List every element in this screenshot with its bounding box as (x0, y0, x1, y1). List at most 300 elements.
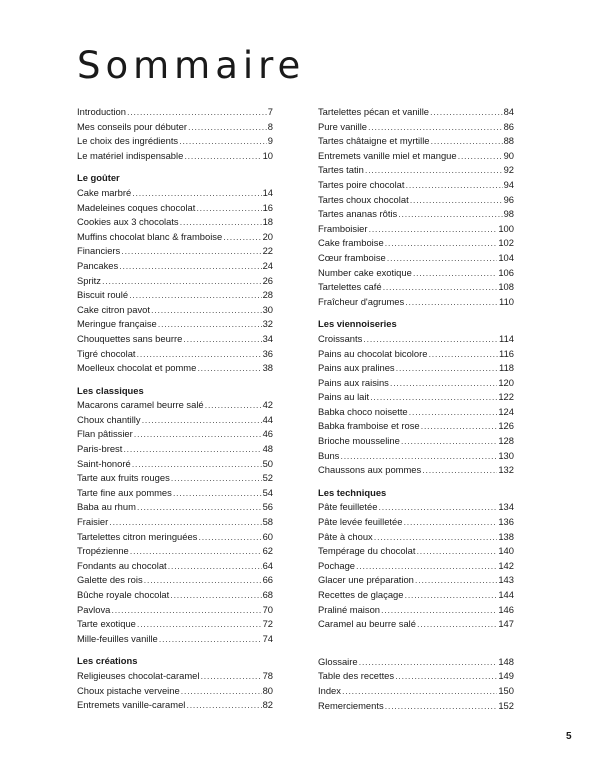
toc-entry-chaussons-aux-pommes (318, 463, 514, 478)
dot-leader (405, 295, 498, 310)
toc-entry-pavlova (77, 603, 273, 618)
toc-entry-page: 152 (498, 699, 514, 711)
toc-entry-page: 94 (503, 178, 514, 190)
toc-entry-label: Tartes choux chocolat (318, 193, 409, 205)
dot-leader (184, 149, 261, 164)
section-spacer (318, 632, 514, 655)
toc-entry-page: 28 (262, 289, 273, 301)
toc-entry-label: Brioche mousseline (318, 435, 400, 447)
dot-leader (223, 230, 261, 245)
dot-leader (137, 347, 262, 362)
toc-entry-page: 58 (262, 516, 273, 528)
toc-entry-entremets-vanille-miel-et-mangue (318, 149, 514, 164)
toc-entry-label: Pains aux raisins (318, 376, 389, 388)
toc-entry-page: 20 (262, 230, 273, 242)
toc-entry-cookies-aux-3-chocolats (77, 215, 273, 230)
toc-entry-flan-patissier (77, 427, 273, 442)
dot-leader (200, 669, 261, 684)
toc-entry-page: 108 (498, 281, 514, 293)
toc-entry-page: 142 (498, 559, 514, 571)
section-spacer (318, 478, 514, 486)
dot-leader (179, 134, 267, 149)
dot-leader (121, 244, 261, 259)
toc-entry-label: Pâte levée feuilletée (318, 516, 403, 528)
toc-entry-label: Tartes tatin (318, 164, 364, 176)
toc-entry-label: Meringue française (77, 318, 157, 330)
toc-entry-label: Le matériel indispensable (77, 149, 184, 161)
dot-leader (198, 530, 261, 545)
dot-leader (421, 419, 498, 434)
dot-leader (170, 588, 261, 603)
dot-leader (123, 442, 261, 457)
toc-entry-label: Pains aux pralines (318, 362, 395, 374)
toc-entry-label: Mes conseils pour débuter (77, 120, 187, 132)
toc-entry-pains-au-lait (318, 390, 514, 405)
toc-entry-page: 24 (262, 259, 273, 271)
toc-entry-page: 36 (262, 347, 273, 359)
toc-entry-page: 106 (498, 266, 514, 278)
toc-entry-page: 147 (498, 618, 514, 630)
toc-entry-label: Entremets vanille-caramel (77, 699, 186, 711)
toc-entry-label: Number cake exotique (318, 266, 412, 278)
toc-entry-le-choix-des-ingredients (77, 134, 273, 149)
dot-leader (422, 463, 497, 478)
toc-entry-page: 134 (498, 501, 514, 513)
toc-entry-temperage-du-chocolat (318, 544, 514, 559)
dot-leader (383, 280, 498, 295)
dot-leader (381, 603, 497, 618)
toc-entry-page: 60 (262, 530, 273, 542)
toc-entry-page: 44 (262, 413, 273, 425)
toc-entry-paris-brest (77, 442, 273, 457)
dot-leader (428, 347, 498, 362)
toc-entry-label: Croissants (318, 332, 363, 344)
toc-entry-page: 114 (499, 332, 514, 344)
toc-entry-page: 50 (262, 457, 273, 469)
toc-entry-label: Remerciements (318, 699, 384, 711)
toc-entry-saint-honore (77, 457, 273, 472)
toc-entry-label: Pâte feuilletée (318, 501, 378, 513)
toc-entry-label: Macarons caramel beurre salé (77, 399, 204, 411)
toc-entry-page: 122 (498, 391, 514, 403)
toc-entry-label: Tartelettes café (318, 281, 382, 293)
dot-leader (132, 186, 261, 201)
toc-entry-pate-a-choux (318, 530, 514, 545)
toc-entry-choux-chantilly (77, 413, 273, 428)
toc-entry-recettes-de-glacage (318, 588, 514, 603)
dot-leader (403, 515, 497, 530)
section-spacer (318, 309, 514, 317)
toc-entry-fraisier (77, 515, 273, 530)
toc-entry-page: 10 (262, 149, 273, 161)
section-heading-les-techniques: Les techniques (318, 486, 387, 498)
toc-entry-page: 54 (262, 486, 273, 498)
dot-leader (342, 684, 497, 699)
dot-leader (134, 427, 262, 442)
toc-entry-label: Spritz (77, 274, 101, 286)
toc-entry-pains-aux-pralines (318, 361, 514, 376)
toc-entry-page: 138 (498, 530, 514, 542)
toc-entry-label: Baba au rhum (77, 501, 136, 513)
dot-leader (158, 317, 262, 332)
toc-entry-label: Glossaire (318, 655, 358, 667)
toc-entry-pate-levee-feuilletee (318, 515, 514, 530)
toc-entry-biscuit-roule (77, 288, 273, 303)
dot-leader (458, 149, 503, 164)
toc-entry-page: 70 (262, 603, 273, 615)
toc-entry-tarte-fine-aux-pommes (77, 486, 273, 501)
toc-entry-page: 90 (503, 149, 514, 161)
toc-entry-page: 14 (262, 186, 273, 198)
dot-leader (368, 120, 503, 135)
toc-entry-label: Tartelettes citron meringuées (77, 530, 198, 542)
toc-entry-tartes-chataigne-et-myrtille (318, 134, 514, 149)
dot-leader (370, 390, 497, 405)
toc-entry-chouquettes-sans-beurre (77, 332, 273, 347)
toc-entry-tartelettes-cafe (318, 280, 514, 295)
toc-entry-page: 132 (498, 464, 514, 476)
toc-entry-label: Fraisier (77, 516, 109, 528)
toc-entry-croissants (318, 332, 514, 347)
dot-leader (159, 632, 262, 647)
toc-entry-label: Cœur framboise (318, 251, 386, 263)
toc-entry-label: Financiers (77, 245, 121, 257)
dot-leader (188, 120, 267, 135)
toc-entry-remerciements (318, 699, 514, 714)
toc-entry-page: 128 (498, 435, 514, 447)
toc-entry-page: 136 (498, 516, 514, 528)
toc-entry-page: 62 (262, 545, 273, 557)
toc-entry-label: Paris-brest (77, 443, 123, 455)
toc-entry-label: Tarte aux fruits rouges (77, 472, 170, 484)
dot-leader (413, 266, 498, 281)
toc-entry-table-des-recettes (318, 669, 514, 684)
toc-entry-religieuses-chocolat-caramel (77, 669, 273, 684)
dot-leader (196, 201, 261, 216)
toc-entry-tarte-aux-fruits-rouges (77, 471, 273, 486)
toc-entry-page: 48 (262, 443, 273, 455)
toc-entry-label: Glacer une préparation (318, 574, 414, 586)
toc-entry-cake-framboise (318, 236, 514, 251)
toc-entry-page: 102 (498, 237, 514, 249)
dot-leader (385, 236, 498, 251)
toc-entry-page: 110 (499, 295, 514, 307)
toc-entry-label: Entremets vanille miel et mangue (318, 149, 457, 161)
dot-leader (132, 457, 262, 472)
toc-entry-page: 124 (498, 405, 514, 417)
toc-entry-pate-feuilletee (318, 500, 514, 515)
toc-entry-page: 30 (262, 303, 273, 315)
toc-entry-label: Chaussons aux pommes (318, 464, 422, 476)
toc-entry-label: Madeleines coques chocolat (77, 201, 196, 213)
toc-entry-page: 16 (262, 201, 273, 213)
toc-entry-financiers (77, 244, 273, 259)
dot-leader (401, 434, 498, 449)
toc-entry-label: Pure vanille (318, 120, 367, 132)
toc-entry-page: 64 (262, 559, 273, 571)
toc-entry-macarons-caramel-beurre-sale (77, 398, 273, 413)
toc-entry-page: 74 (262, 632, 273, 644)
toc-entry-page: 18 (262, 216, 273, 228)
dot-leader (171, 471, 262, 486)
toc-left-column (77, 105, 273, 713)
toc-entry-page: 126 (498, 420, 514, 432)
dot-leader (151, 303, 262, 318)
toc-entry-page: 56 (262, 501, 273, 513)
toc-entry-page: 8 (267, 120, 273, 132)
toc-entry-label: Pancakes (77, 259, 119, 271)
section-spacer (77, 376, 273, 384)
toc-entry-page: 143 (498, 574, 514, 586)
dot-leader (430, 105, 503, 120)
dot-leader (340, 449, 497, 464)
toc-entry-label: Pavlova (77, 603, 111, 615)
toc-entry-caramel-au-beurre-sale (318, 617, 514, 632)
toc-entry-page: 22 (262, 245, 273, 257)
toc-entry-entremets-vanille-caramel (77, 698, 273, 713)
toc-entry-page: 84 (503, 106, 514, 117)
toc-entry-label: Fondants au chocolat (77, 559, 167, 571)
toc-entry-choux-pistache-verveine (77, 684, 273, 699)
toc-entry-label: Tartes poire chocolat (318, 178, 405, 190)
dot-leader (387, 251, 498, 266)
toc-entry-page: 38 (262, 362, 273, 374)
toc-entry-label: Fraîcheur d'agrumes (318, 295, 405, 307)
toc-entry-tartes-tatin (318, 163, 514, 178)
toc-entry-label: Tartelettes pécan et vanille (318, 106, 430, 117)
toc-entry-le-materiel-indispensable (77, 149, 273, 164)
toc-entry-c-ur-framboise (318, 251, 514, 266)
toc-entry-pochage (318, 559, 514, 574)
dot-leader (396, 361, 498, 376)
toc-entry-page: 34 (262, 332, 273, 344)
toc-entry-label: Choux pistache verveine (77, 684, 180, 696)
toc-entry-tigre-chocolat (77, 347, 273, 362)
toc-entry-page: 46 (262, 428, 273, 440)
toc-entry-page: 118 (499, 362, 514, 374)
toc-entry-page: 9 (267, 135, 273, 147)
toc-entry-mille-feuilles-vanille (77, 632, 273, 647)
toc-entry-label: Le choix des ingrédients (77, 135, 179, 147)
toc-entry-label: Muffins chocolat blanc & framboise (77, 230, 223, 242)
toc-entry-tartelettes-pecan-et-vanille (318, 105, 514, 120)
toc-entry-label: Choux chantilly (77, 413, 141, 425)
dot-leader (395, 669, 497, 684)
dot-leader (181, 684, 262, 699)
toc-entry-tartes-ananas-rotis (318, 207, 514, 222)
toc-entry-label: Index (318, 684, 341, 696)
toc-entry-label: Saint-honoré (77, 457, 131, 469)
toc-entry-label: Recettes de glaçage (318, 589, 404, 600)
toc-entry-framboisier (318, 222, 514, 237)
dot-leader (409, 405, 498, 420)
dot-leader (415, 573, 497, 588)
section-heading-le-gouter: Le goûter (77, 172, 120, 184)
toc-entry-page: 82 (262, 699, 273, 711)
dot-leader (168, 559, 262, 574)
section-heading-les-classiques: Les classiques (77, 384, 144, 396)
toc-entry-tartelettes-citron-meringuees (77, 530, 273, 545)
toc-entry-label: Cake citron pavot (77, 303, 150, 315)
toc-entry-pancakes (77, 259, 273, 274)
toc-entry-label: Mille-feuilles vanille (77, 632, 158, 644)
toc-entry-label: Buns (318, 449, 340, 461)
toc-entry-page: 26 (262, 274, 273, 286)
toc-entry-page: 42 (262, 399, 273, 411)
toc-entry-pure-vanille (318, 120, 514, 135)
toc-entry-label: Pains au chocolat bicolore (318, 347, 428, 359)
toc-entry-label: Tigré chocolat (77, 347, 136, 359)
toc-entry-mes-conseils-pour-debuter (77, 120, 273, 135)
toc-entry-label: Moelleux chocolat et pomme (77, 362, 197, 374)
section-heading-les-viennoiseries: Les viennoiseries (318, 318, 397, 330)
toc-entry-number-cake-exotique (318, 266, 514, 281)
dot-leader (385, 699, 498, 714)
dot-leader (173, 486, 262, 501)
toc-entry-tarte-exotique (77, 617, 273, 632)
toc-entry-glossaire (318, 655, 514, 670)
page-number: 5 (566, 731, 572, 742)
toc-entry-label: Praliné maison (318, 603, 381, 615)
section-heading-les-creations: Les créations (77, 655, 138, 667)
toc-entry-page: 88 (503, 135, 514, 147)
dot-leader (365, 163, 503, 178)
toc-entry-page: 68 (262, 589, 273, 600)
dot-leader (137, 617, 262, 632)
toc-entry-page: 120 (498, 376, 514, 388)
toc-entry-label: Religieuses chocolat-caramel (77, 669, 200, 681)
toc-entry-page: 144 (498, 589, 514, 600)
toc-entry-page: 86 (503, 120, 514, 132)
dot-leader (359, 655, 498, 670)
toc-entry-fraicheur-d-agrumes (318, 295, 514, 310)
toc-entry-label: Bûche royale chocolat (77, 589, 170, 600)
toc-entry-page: 104 (498, 251, 514, 263)
dot-leader (431, 134, 503, 149)
toc-entry-brioche-mousseline (318, 434, 514, 449)
toc-entry-fondants-au-chocolat (77, 559, 273, 574)
toc-entry-label: Cake framboise (318, 237, 384, 249)
toc-entry-label: Galette des rois (77, 574, 143, 586)
dot-leader (130, 544, 262, 559)
toc-entry-buche-royale-chocolat (77, 588, 273, 603)
dot-leader (137, 500, 262, 515)
toc-entry-pains-au-chocolat-bicolore (318, 347, 514, 362)
toc-entry-page: 96 (503, 193, 514, 205)
section-spacer (77, 646, 273, 654)
toc-entry-label: Table des recettes (318, 670, 395, 682)
toc-entry-label: Babka choco noisette (318, 405, 408, 417)
toc-entry-galette-des-rois (77, 573, 273, 588)
toc-entry-page: 7 (267, 106, 273, 117)
toc-entry-label: Tarte exotique (77, 618, 136, 630)
toc-entry-page: 32 (262, 318, 273, 330)
dot-leader (374, 530, 498, 545)
dot-leader (363, 332, 498, 347)
dot-leader (205, 398, 262, 413)
toc-entry-page: 146 (498, 603, 514, 615)
toc-entry-page: 130 (498, 449, 514, 461)
toc-entry-baba-au-rhum (77, 500, 273, 515)
dot-leader (417, 617, 497, 632)
toc-entry-buns (318, 449, 514, 464)
toc-entry-label: Tropézienne (77, 545, 129, 557)
dot-leader (186, 698, 261, 713)
toc-entry-meringue-francaise (77, 317, 273, 332)
toc-entry-label: Caramel au beurre salé (318, 618, 416, 630)
toc-entry-label: Introduction (77, 106, 126, 117)
toc-entry-label: Flan pâtissier (77, 428, 133, 440)
toc-entry-label: Cake marbré (77, 186, 132, 198)
toc-entry-label: Tartes châtaigne et myrtille (318, 135, 430, 147)
section-spacer (77, 163, 273, 171)
toc-entry-praline-maison (318, 603, 514, 618)
dot-leader (369, 222, 498, 237)
toc-entry-page: 100 (498, 222, 514, 234)
toc-entry-moelleux-chocolat-et-pomme (77, 361, 273, 376)
dot-leader (406, 178, 503, 193)
toc-entry-label: Pains au lait (318, 391, 370, 403)
toc-entry-cake-citron-pavot (77, 303, 273, 318)
dot-leader (142, 413, 262, 428)
dot-leader (356, 559, 497, 574)
dot-leader (109, 515, 261, 530)
toc-entry-page: 98 (503, 208, 514, 220)
toc-entry-page: 140 (498, 545, 514, 557)
toc-entry-pains-aux-raisins (318, 376, 514, 391)
dot-leader (144, 573, 262, 588)
toc-entry-page: 78 (262, 669, 273, 681)
toc-entry-cake-marbre (77, 186, 273, 201)
toc-entry-label: Framboisier (318, 222, 368, 234)
toc-entry-label: Tartes ananas rôtis (318, 208, 398, 220)
toc-entry-page: 66 (262, 574, 273, 586)
toc-entry-babka-framboise-et-rose (318, 419, 514, 434)
toc-right-column (318, 105, 514, 713)
toc-entry-label: Babka framboise et rose (318, 420, 420, 432)
toc-entry-page: 116 (499, 347, 514, 359)
toc-entry-tartes-poire-chocolat (318, 178, 514, 193)
toc-entry-muffins-chocolat-blanc-framboise (77, 230, 273, 245)
toc-entry-page: 52 (262, 472, 273, 484)
dot-leader (404, 588, 497, 603)
toc-entry-page: 149 (498, 670, 514, 682)
dot-leader (378, 500, 497, 515)
toc-entry-label: Tarte fine aux pommes (77, 486, 172, 498)
toc-entry-label: Biscuit roulé (77, 289, 129, 301)
toc-entry-page: 148 (498, 655, 514, 667)
dot-leader (390, 376, 497, 391)
toc-entry-madeleines-coques-chocolat (77, 201, 273, 216)
toc-entry-index (318, 684, 514, 699)
toc-entry-page: 72 (262, 618, 273, 630)
toc-entry-page: 92 (503, 164, 514, 176)
toc-entry-label: Pochage (318, 559, 356, 571)
toc-entry-label: Cookies aux 3 chocolats (77, 216, 179, 228)
dot-leader (119, 259, 261, 274)
toc-entry-tropezienne (77, 544, 273, 559)
toc-entry-label: Pâte à choux (318, 530, 373, 542)
dot-leader (129, 288, 261, 303)
dot-leader (416, 544, 497, 559)
dot-leader (183, 332, 261, 347)
dot-leader (197, 361, 261, 376)
toc-entry-tartes-choux-chocolat (318, 193, 514, 208)
toc-entry-glacer-une-preparation (318, 573, 514, 588)
toc-entry-page: 80 (262, 684, 273, 696)
dot-leader (180, 215, 262, 230)
toc-entry-label: Chouquettes sans beurre (77, 332, 183, 344)
